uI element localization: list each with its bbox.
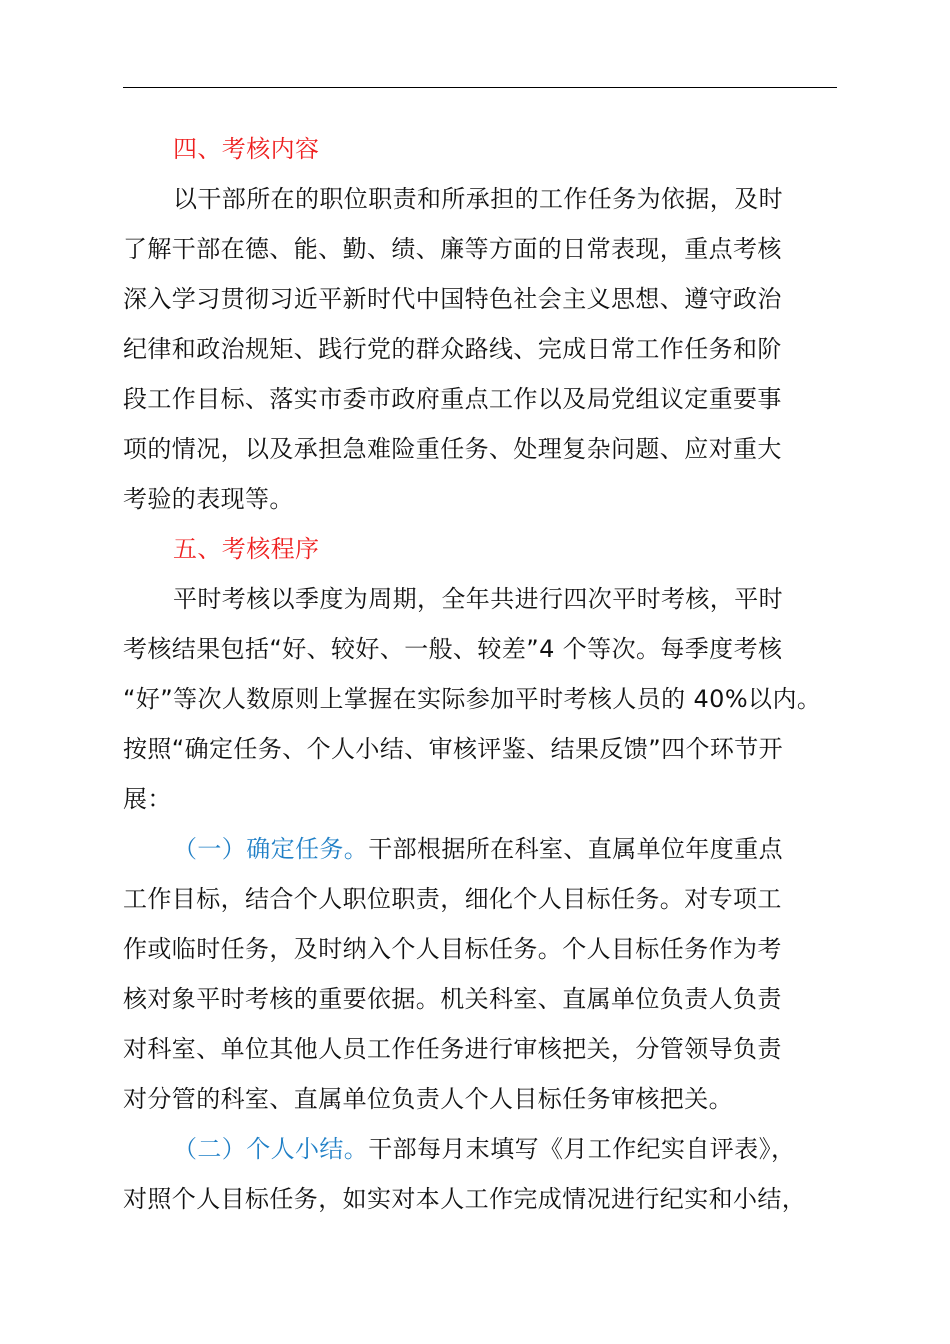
paragraph-line: 按照“确定任务、个人小结、审核评鉴、结果反馈”四个环节开 bbox=[123, 735, 784, 763]
item-1-text: 干部根据所在科室、直属单位年度重点 bbox=[368, 835, 784, 863]
paragraph-line: 考验的表现等。 bbox=[123, 485, 294, 513]
header-rule bbox=[123, 87, 837, 88]
item-1-title: （一）确定任务。 bbox=[173, 835, 369, 863]
item-2-first-line bbox=[123, 1124, 843, 1174]
paragraph-line: 对分管的科室、直属单位负责人个人目标任务审核把关。 bbox=[123, 1085, 733, 1113]
document-body bbox=[123, 124, 843, 1224]
paragraph-line: 作或临时任务，及时纳入个人目标任务。个人目标任务作为考 bbox=[123, 935, 782, 963]
paragraph-line: 纪律和政治规矩、践行党的群众路线、完成日常工作任务和阶 bbox=[123, 335, 782, 363]
item-2-title: （二）个人小结。 bbox=[173, 1135, 369, 1163]
paragraph-line: 以干部所在的职位职责和所承担的工作任务为依据，及时 bbox=[173, 185, 783, 213]
paragraph-line: 深入学习贯彻习近平新时代中国特色社会主义思想、遵守政治 bbox=[123, 285, 782, 313]
paragraph-line: 核对象平时考核的重要依据。机关科室、直属单位负责人负责 bbox=[123, 985, 782, 1013]
section-heading-4: 四、考核内容 bbox=[173, 135, 320, 163]
paragraph-line: 了解干部在德、能、勤、绩、廉等方面的日常表现，重点考核 bbox=[123, 235, 782, 263]
paragraph-line: 平时考核以季度为周期，全年共进行四次平时考核，平时 bbox=[173, 585, 783, 613]
paragraph-line: 对科室、单位其他人员工作任务进行审核把关，分管领导负责 bbox=[123, 1035, 782, 1063]
paragraph-line: 考核结果包括“好、较好、一般、较差”4 个等次。每季度考核 bbox=[123, 635, 783, 663]
paragraph-line: “好”等次人数原则上掌握在实际参加平时考核人员的 40%以内。 bbox=[123, 685, 822, 713]
paragraph-line: 工作目标，结合个人职位职责，细化个人目标任务。对专项工 bbox=[123, 885, 782, 913]
item-1-first-line bbox=[123, 824, 843, 874]
paragraph-line: 对照个人目标任务，如实对本人工作完成情况进行纪实和小结， bbox=[123, 1185, 807, 1213]
paragraph-line: 项的情况，以及承担急难险重任务、处理复杂问题、应对重大 bbox=[123, 435, 782, 463]
paragraph-line: 展： bbox=[123, 785, 172, 813]
section-heading-5: 五、考核程序 bbox=[173, 535, 320, 563]
item-2-text: 干部每月末填写《月工作纪实自评表》， bbox=[368, 1135, 796, 1163]
paragraph-line: 段工作目标、落实市委市政府重点工作以及局党组议定重要事 bbox=[123, 385, 782, 413]
